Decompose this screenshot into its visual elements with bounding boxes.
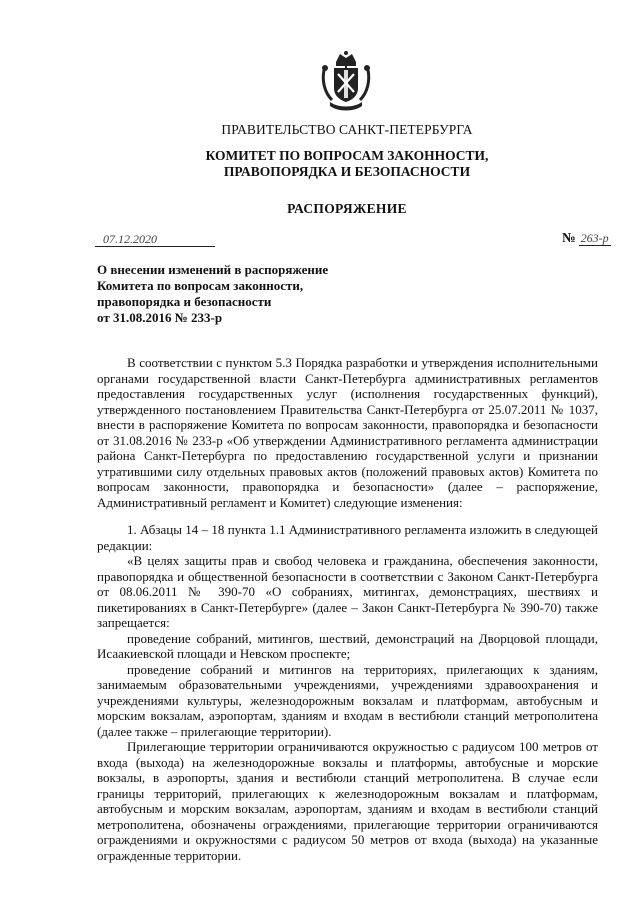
- document-body: [97, 355, 598, 863]
- number-sign: №: [562, 230, 576, 245]
- subject-line-4: от 31.08.2016 № 233-р: [97, 310, 223, 325]
- body-paragraph-2: 1. Абзацы 14 – 18 пункта 1.1 Административного регламента изложить в следующей редакции:: [97, 522, 598, 553]
- body-paragraph-5: проведение собраний и митингов на территориях, прилегающих к зданиям, занимаемым образовательными учреждениями, учреждениями здравоохранения и учреждениями культуры, железнодорожным вокзалам и платформам, автобусным и морским вокзалам, аэропортам, зданиям и входам в вестибюли станций метрополитена (далее также – прилегающие территории).: [97, 661, 598, 739]
- government-title: ПРАВИТЕЛЬСТВО САНКТ-ПЕТЕРБУРГА: [221, 122, 473, 137]
- committee-title-line-1: КОМИТЕТ ПО ВОПРОСАМ ЗАКОННОСТИ,: [205, 148, 489, 163]
- document-number: [562, 230, 611, 246]
- body-paragraph-3: «В целях защиты прав и свобод человека и гражданина, обеспечения законности, правопорядка и общественной безопасности в соответствии с Законом Санкт-Петербурга от 08.06.2011 № 390-70 «О собраниях, митингах, демонстрациях, шествиях и пикетированиях в Санкт-Петербурге» (далее – Закон Санкт-Петербурга № 390-70) также запрещается:: [97, 553, 598, 630]
- coat-of-arms-icon: [318, 50, 374, 112]
- subject-line-3: правопорядка и безопасности: [97, 294, 272, 309]
- document-type: РАСПОРЯЖЕНИЕ: [287, 201, 407, 216]
- document-date: 07.12.2020: [95, 232, 215, 247]
- body-paragraph-1: В соответствии с пунктом 5.3 Порядка разработки и утверждения исполнительными органами государственной власти Санкт-Петербурга административных регламентов предоставления государственных услуг (исполнения государственных функций), утвержденного постановлением Правительства Санкт-Петербурга от 25.07.2011 № 1037, внести в распоряжение Комитета по вопросам законности, правопорядка и безопасности от 31.08.2016 № 233-р «Об утверждении Административного регламента администрации района Санкт-Петербурга по предоставлению государственной услуги и признании утратившими силу отдельных правовых актов (положений правовых актов) Комитета по вопросам законности, правопорядка и безопасности» (далее – распоряжение, Административный регламент и Комитет) следующие изменения:: [97, 355, 598, 510]
- body-paragraph-4: проведение собраний, митингов, шествий, демонстраций на Дворцовой площади, Исаакиевской площади и Невском проспекте;: [97, 630, 598, 661]
- body-paragraph-6: Прилегающие территории ограничиваются окружностью с радиусом 100 метров от входа (выхода) на железнодорожные вокзалы и платформы, автобусные и морские вокзалы, в аэропорты, здания и вестибюли станций метрополитена. В случае если границы территорий, прилегающих к железнодорожным вокзалам и платформам, автобусным и морским вокзалам, аэропортам, зданиям и входам в вестибюли станций метрополитена, обозначены ограждениями, прилегающие территории ограничиваются ограждениями и окружностями с радиусом 50 метров от входа (выхода) на указанные огражденные территории.: [97, 739, 598, 863]
- committee-title-line-2: ПРАВОПОРЯДКА И БЕЗОПАСНОСТИ: [223, 164, 471, 179]
- committee-title: [0, 148, 640, 180]
- number-value: 263-р: [580, 231, 609, 245]
- document-subject: [97, 262, 377, 326]
- subject-line-2: Комитета по вопросам законности,: [97, 278, 304, 293]
- subject-line-1: О внесении изменений в распоряжение: [97, 262, 329, 277]
